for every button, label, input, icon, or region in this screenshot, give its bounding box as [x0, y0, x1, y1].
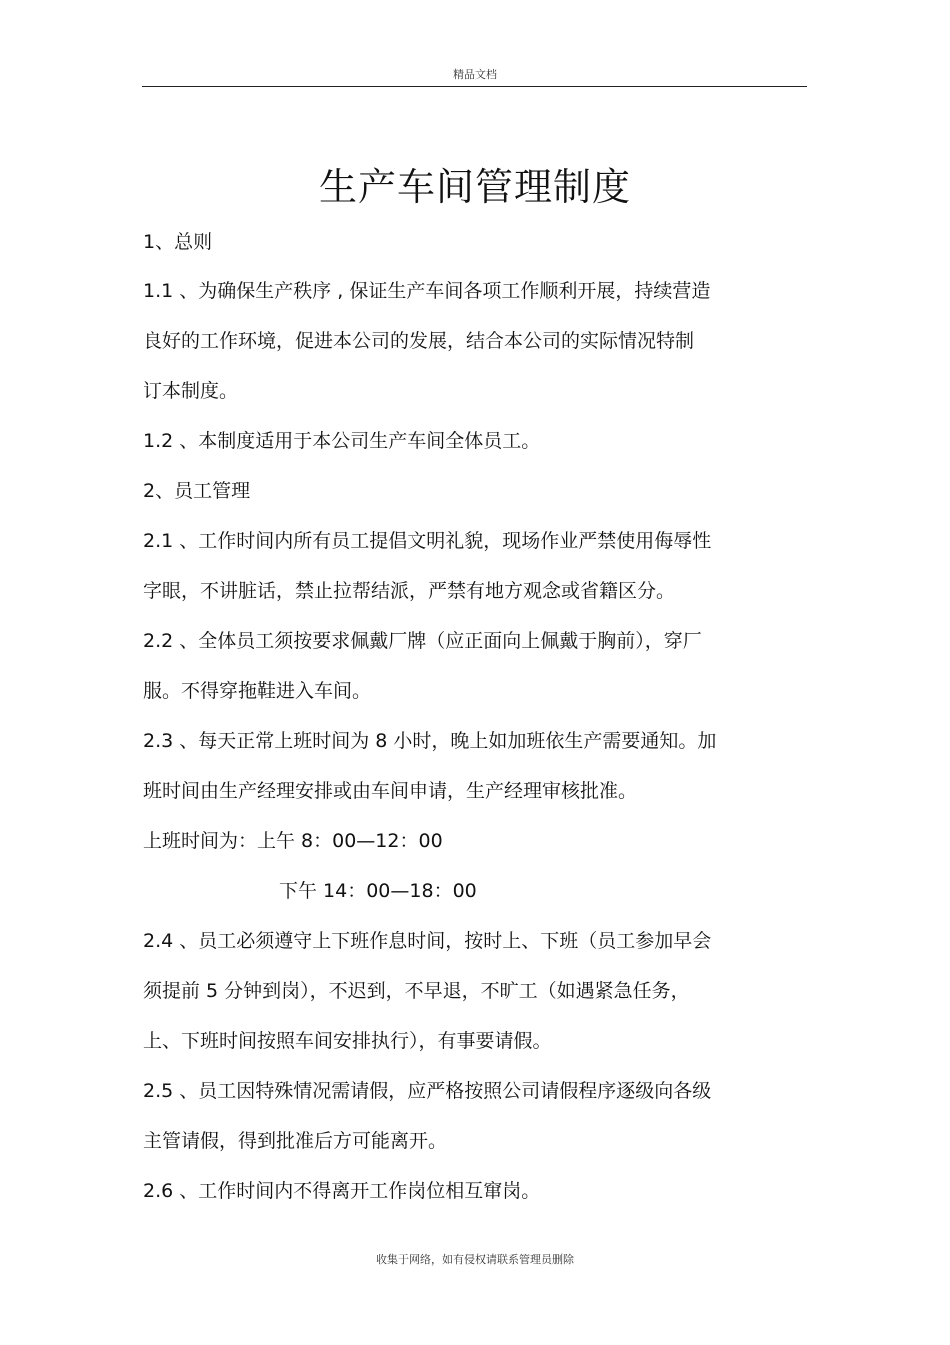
section-heading-general: 1、总则	[143, 231, 213, 253]
paragraph-line: 订本制度。	[143, 380, 239, 402]
paragraph-line: 1.1 、为确保生产秩序 , 保证生产车间各项工作顺利开展，持续营造	[143, 280, 711, 302]
page-footer-text: 收集于网络，如有侵权请联系管理员删除	[376, 1253, 574, 1266]
paragraph-line: 2.2 、全体员工须按要求佩戴厂牌（应正面向上佩戴于胸前），穿厂	[143, 630, 702, 652]
paragraph-line: 2.1 、工作时间内所有员工提倡文明礼貌，现场作业严禁使用侮辱性	[143, 530, 712, 552]
page-header-text: 精品文档	[453, 68, 497, 81]
work-hours-morning: 上班时间为：上午 8：00—12：00	[143, 830, 443, 852]
paragraph-line: 2.6 、工作时间内不得离开工作岗位相互窜岗。	[143, 1180, 541, 1202]
paragraph-line: 主管请假，得到批准后方可能离开。	[143, 1130, 448, 1152]
paragraph-line: 良好的工作环境，促进本公司的发展，结合本公司的实际情况特制	[143, 330, 695, 352]
paragraph-line: 服。不得穿拖鞋进入车间。	[143, 680, 372, 702]
section-heading-staff: 2、员工管理	[143, 480, 251, 502]
paragraph-line: 1.2 、本制度适用于本公司生产车间全体员工。	[143, 430, 541, 452]
work-hours-afternoon: 下午 14：00—18：00	[279, 880, 477, 902]
paragraph-line: 上、下班时间按照车间安排执行），有事要请假。	[143, 1030, 552, 1052]
paragraph-line: 须提前 5 分钟到岗），不迟到，不早退，不旷工（如遇紧急任务，	[143, 980, 690, 1002]
paragraph-line: 2.3 、每天正常上班时间为 8 小时，晚上如加班依生产需要通知。加	[143, 730, 717, 752]
paragraph-line: 2.5 、员工因特殊情况需请假，应严格按照公司请假程序逐级向各级	[143, 1080, 712, 1102]
paragraph-line: 字眼，不讲脏话，禁止拉帮结派，严禁有地方观念或省籍区分。	[143, 580, 676, 602]
document-title: 生产车间管理制度	[318, 165, 631, 209]
paragraph-line: 2.4 、员工必须遵守上下班作息时间，按时上、下班（员工参加早会	[143, 930, 712, 952]
paragraph-line: 班时间由生产经理安排或由车间申请，生产经理审核批准。	[143, 780, 638, 802]
header-divider	[142, 86, 807, 87]
